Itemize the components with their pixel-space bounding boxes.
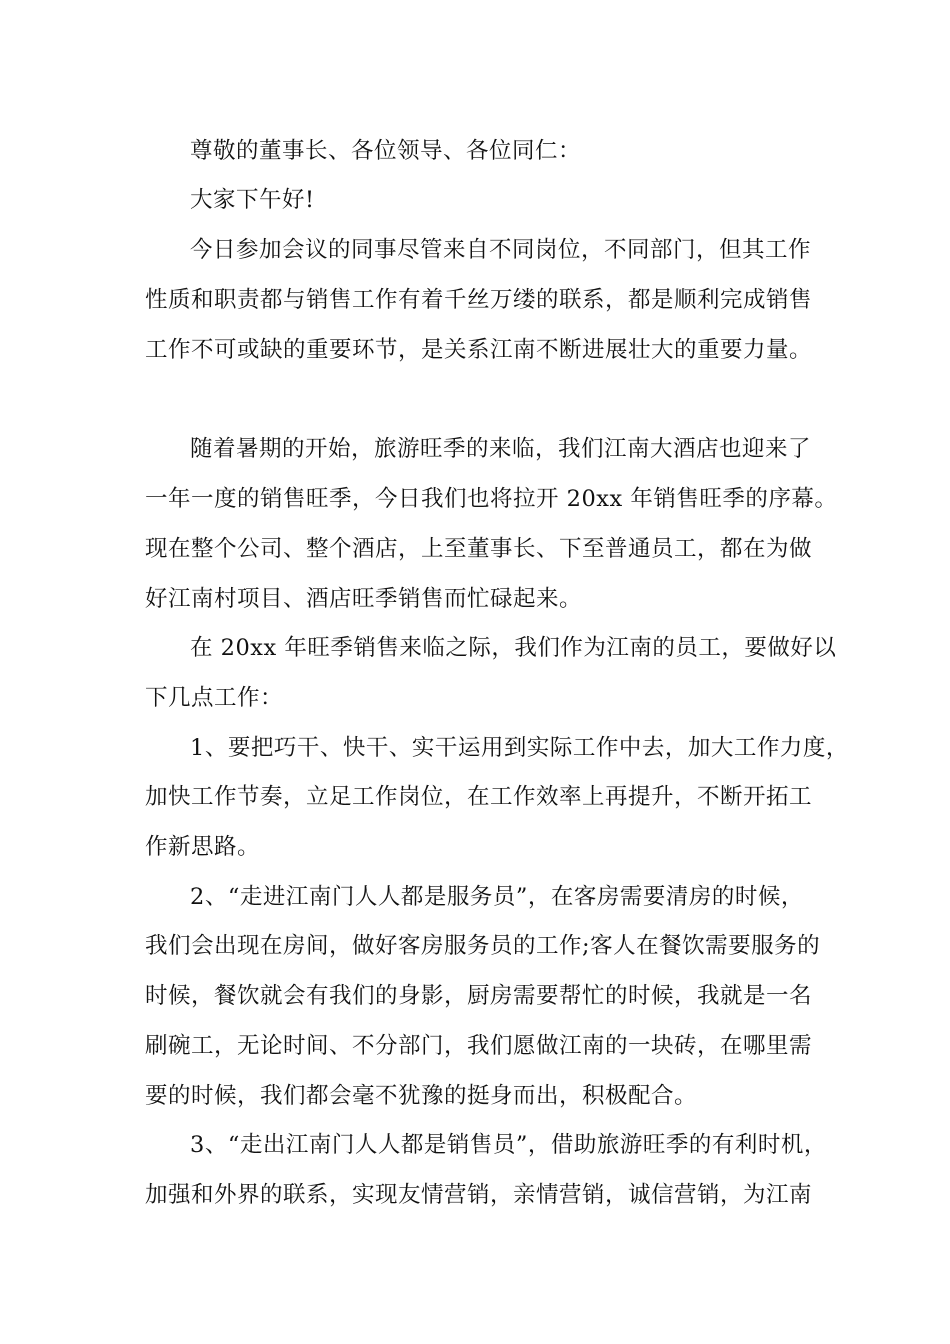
- text-line: 3、“走出江南门人人都是销售员”，借助旅游旺季的有利时机，: [190, 1132, 827, 1158]
- text-line: 要的时候，我们都会毫不犹豫的挺身而出，积极配合。: [145, 1083, 698, 1109]
- text-line: 下几点工作：: [145, 685, 284, 711]
- text-line: 1、要把巧干、快干、实干运用到实际工作中去，加大工作力度，: [190, 735, 849, 761]
- text-line: 现在整个公司、整个酒店，上至董事长、下至普通员工，都在为做: [145, 536, 813, 562]
- text-line: 加快工作节奏，立足工作岗位，在工作效率上再提升，不断开拓工: [145, 784, 813, 810]
- salutation-line: 大家下午好!: [190, 187, 315, 213]
- text-line: 工作不可或缺的重要环节，是关系江南不断进展壮大的重要力量。: [145, 337, 813, 363]
- text-line: 时候，餐饮就会有我们的身影，厨房需要帮忙的时候，我就是一名: [145, 983, 813, 1009]
- text-line: 我们会出现在房间，做好客房服务员的工作;客人在餐饮需要服务的: [145, 933, 821, 959]
- text-line: 随着暑期的开始，旅游旺季的来临，我们江南大酒店也迎来了: [190, 436, 812, 462]
- text-line: 性质和职责都与销售工作有着千丝万缕的联系，都是顺利完成销售: [145, 287, 813, 313]
- text-line: 作新思路。: [145, 834, 261, 860]
- text-line: 今日参加会议的同事尽管来自不同岗位，不同部门，但其工作: [190, 237, 812, 263]
- text-line: 2、“走进江南门人人都是服务员”，在客房需要清房的时候，: [190, 884, 804, 910]
- text-line: 好江南村项目、酒店旺季销售而忙碌起来。: [145, 586, 583, 612]
- text-line: 加强和外界的联系，实现友情营销，亲情营销，诚信营销，为江南: [145, 1182, 813, 1208]
- text-line: 一年一度的销售旺季，今日我们也将拉开 20xx 年销售旺季的序幕。: [145, 486, 838, 512]
- greeting-line: 尊敬的董事长、各位领导、各位同仁：: [190, 138, 582, 164]
- text-line: 在 20xx 年旺季销售来临之际，我们作为江南的员工，要做好以: [190, 635, 837, 661]
- text-line: 刷碗工，无论时间、不分部门，我们愿做江南的一块砖，在哪里需: [145, 1033, 813, 1059]
